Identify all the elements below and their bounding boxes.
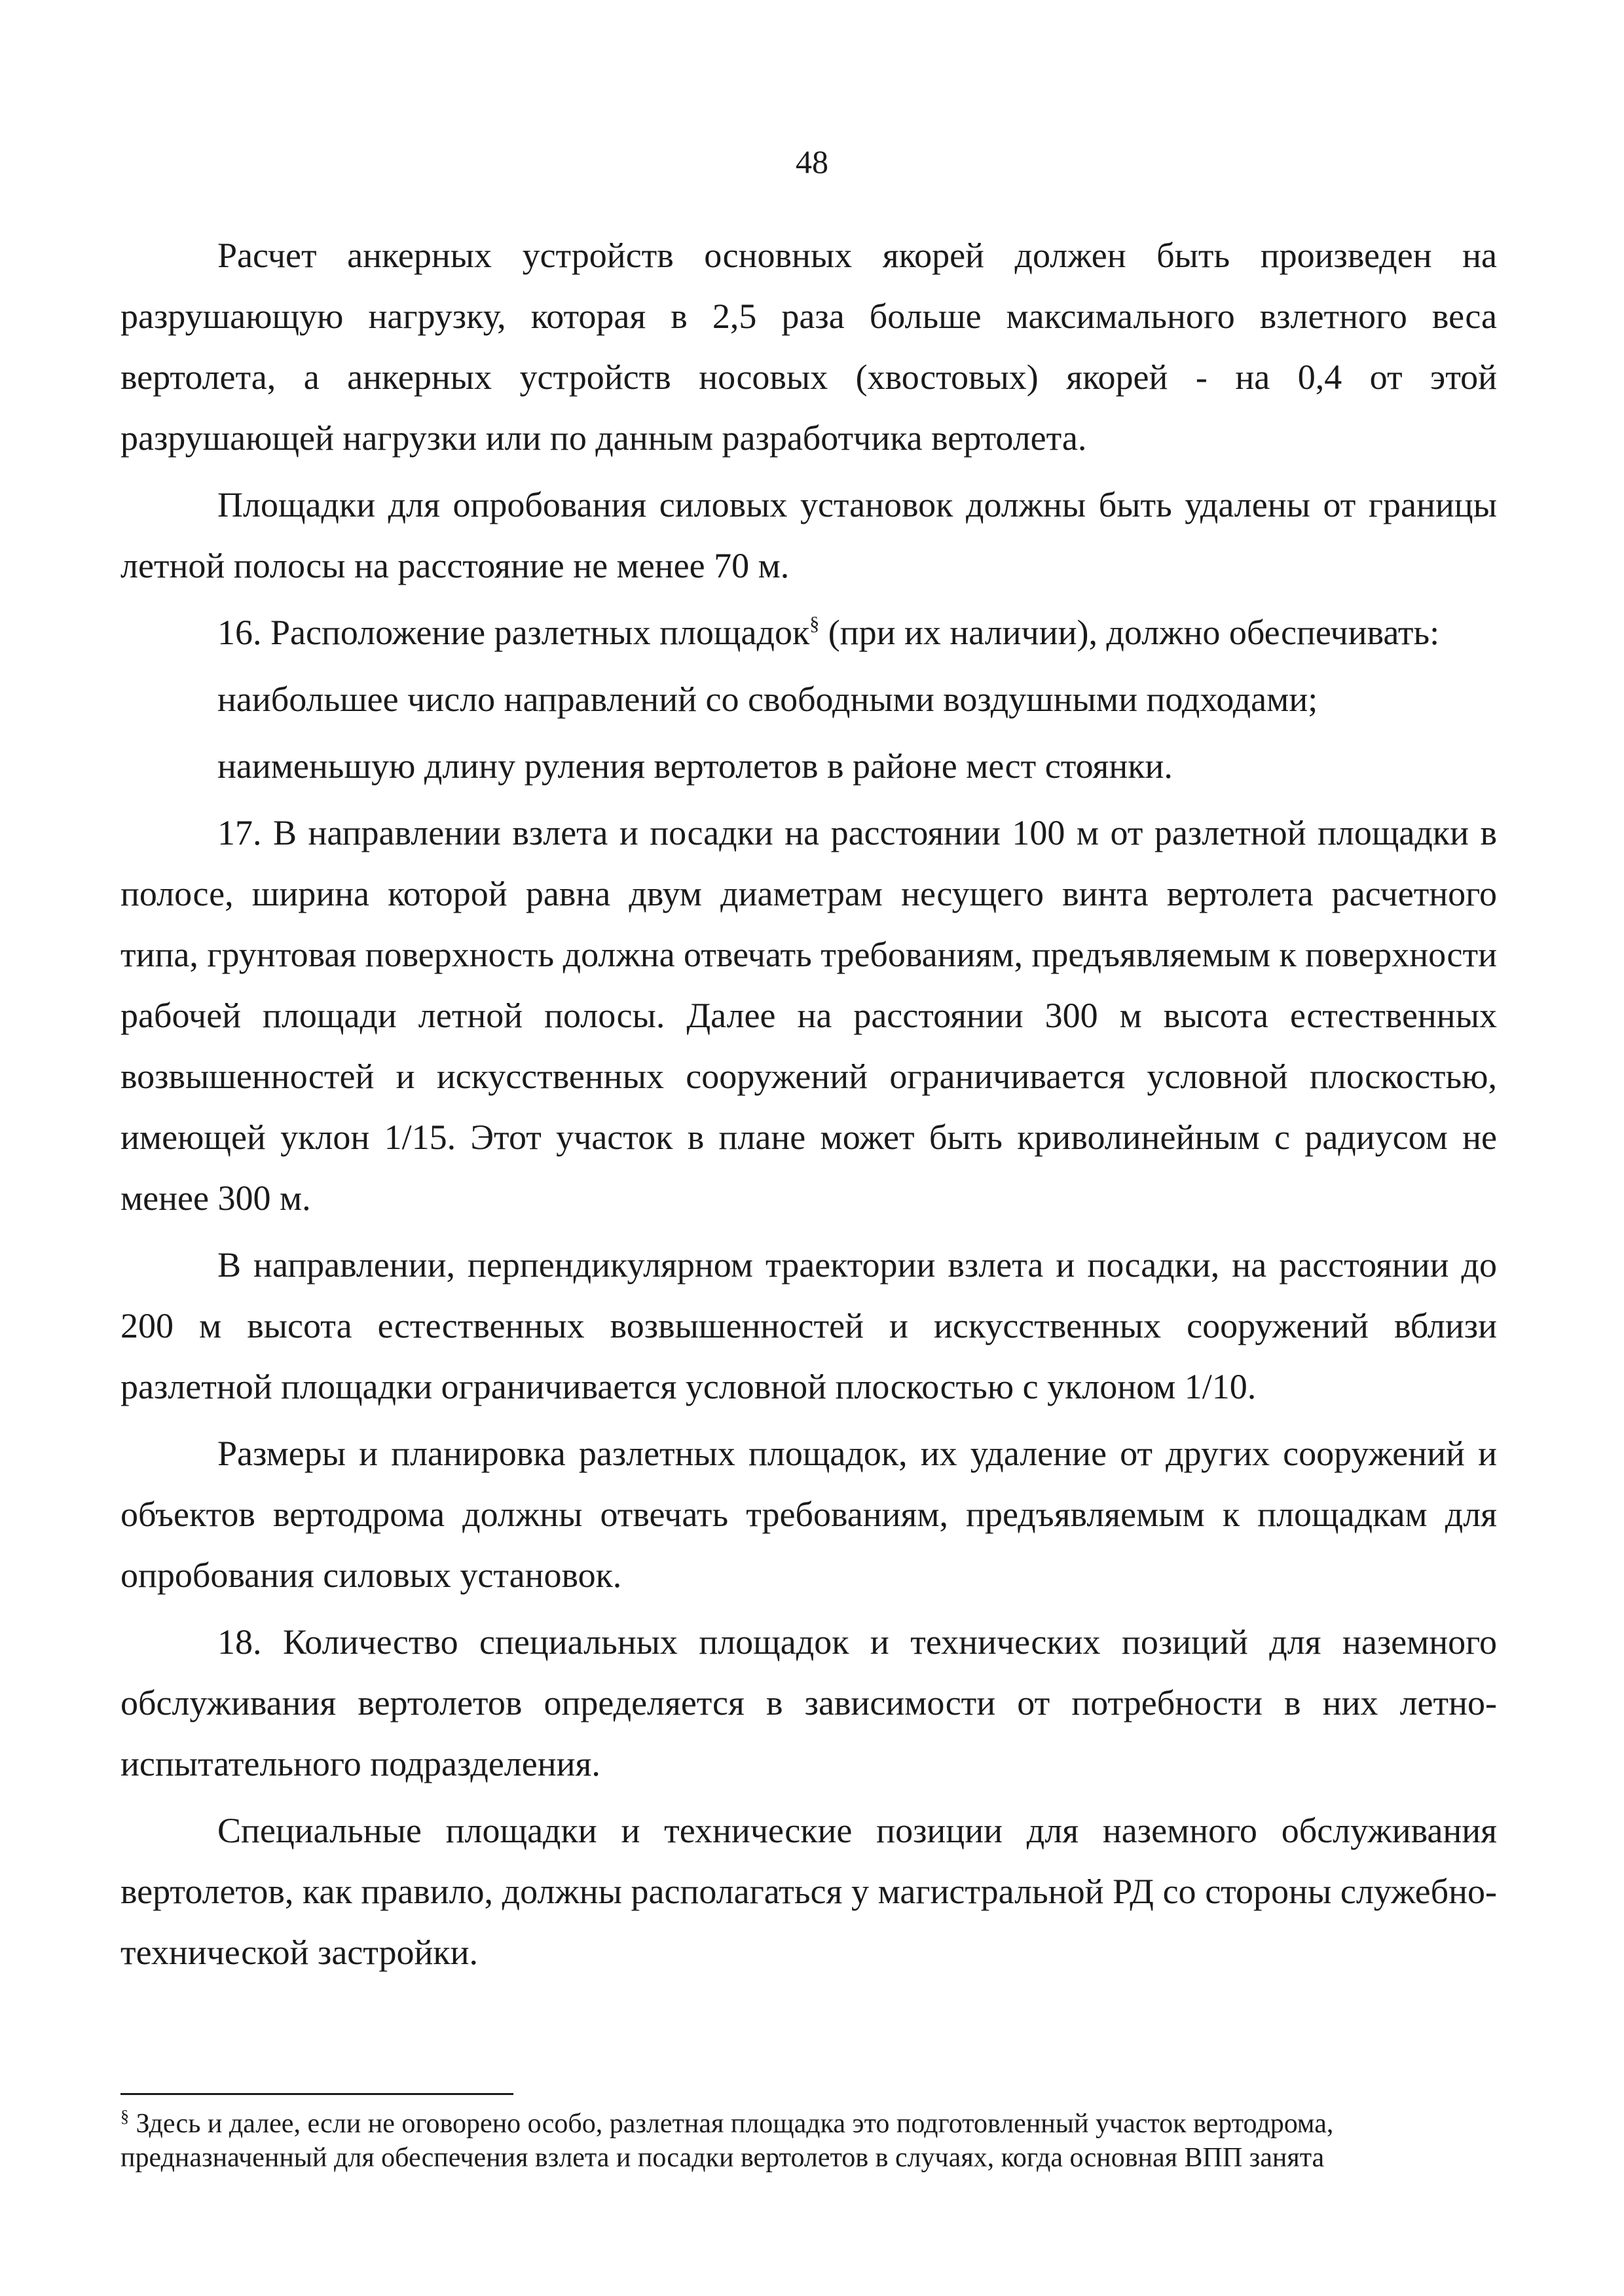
paragraph-service-positions: Специальные площадки и технические позиции для наземного обслуживания вертолетов, как правило, должны располагаться у магистральной РД со стороны служебно-технической застройки.: [120, 1811, 1497, 1972]
paragraph-taxi-length: наименьшую длину руления вертолетов в районе мест стоянки.: [217, 746, 1173, 786]
footnote: [120, 2107, 1497, 2175]
footnote-reference: §: [809, 613, 820, 634]
item-16-text: 16. Расположение разлетных площадок: [217, 613, 810, 652]
footnote-mark: §: [120, 2107, 129, 2126]
paragraph-test-pads-distance: Площадки для опробования силовых установок должны быть удалены от границы летной полосы на расстояние не менее 70 м.: [120, 485, 1497, 585]
paragraph-item-16: [120, 602, 1497, 663]
paragraph-pad-dimensions: Размеры и планировка разлетных площадок, их удаление от других сооружений и объектов вертодрома должны отвечать требованиям, предъявляемым к площадкам для опробования силовых установок.: [120, 1434, 1497, 1595]
paragraph-item-18: 18. Количество специальных площадок и технических позиций для наземного обслуживания вертолетов определяется в зависимости от потребности в них летно-испытательного подразделения.: [120, 1622, 1497, 1783]
paragraph-anchor-calculation: Расчет анкерных устройств основных якорей должен быть произведен на разрушающую нагрузку, которая в 2,5 раза больше максимального взлетного веса вертолета, а анкерных устройств носовых (хвостовых) якорей - на 0,4 от этой разрушающей нагрузки или по данным разработчика вертолета.: [120, 236, 1497, 458]
document-body: [120, 225, 1497, 1983]
paragraph-directions: наибольшее число направлений со свободными воздушными подходами;: [217, 680, 1318, 719]
footnote-separator: [120, 2093, 513, 2095]
paragraph-item-17: 17. В направлении взлета и посадки на расстоянии 100 м от разлетной площадки в полосе, ширина которой равна двум диаметрам несущего винта вертолета расчетного типа, грунтовая поверхность должна отвечать требованиям, предъявляемым к поверхности рабочей площади летной полосы. Далее на расстоянии 300 м высота естественных возвышенностей и искусственных сооружений ограничивается условной плоскостью, имеющей уклон 1/15. Этот участок в плане может быть криволинейным с радиусом не менее 300 м.: [120, 813, 1497, 1218]
page-number: 48: [796, 143, 828, 180]
item-16-text-continued: (при их наличии), должно обеспечивать:: [819, 613, 1440, 652]
paragraph-perpendicular-direction: В направлении, перпендикулярном траектории взлета и посадки, на расстоянии до 200 м высота естественных возвышенностей и искусственных сооружений вблизи разлетной площадки ограничивается условной плоскостью с уклоном 1/10.: [120, 1245, 1497, 1406]
footnote-text: Здесь и далее, если не оговорено особо, разлетная площадка это подготовленный участок вертодрома, предназначенный для обеспечения взлета и посадки вертолетов в случаях, когда основная ВПП занята: [120, 2109, 1334, 2173]
